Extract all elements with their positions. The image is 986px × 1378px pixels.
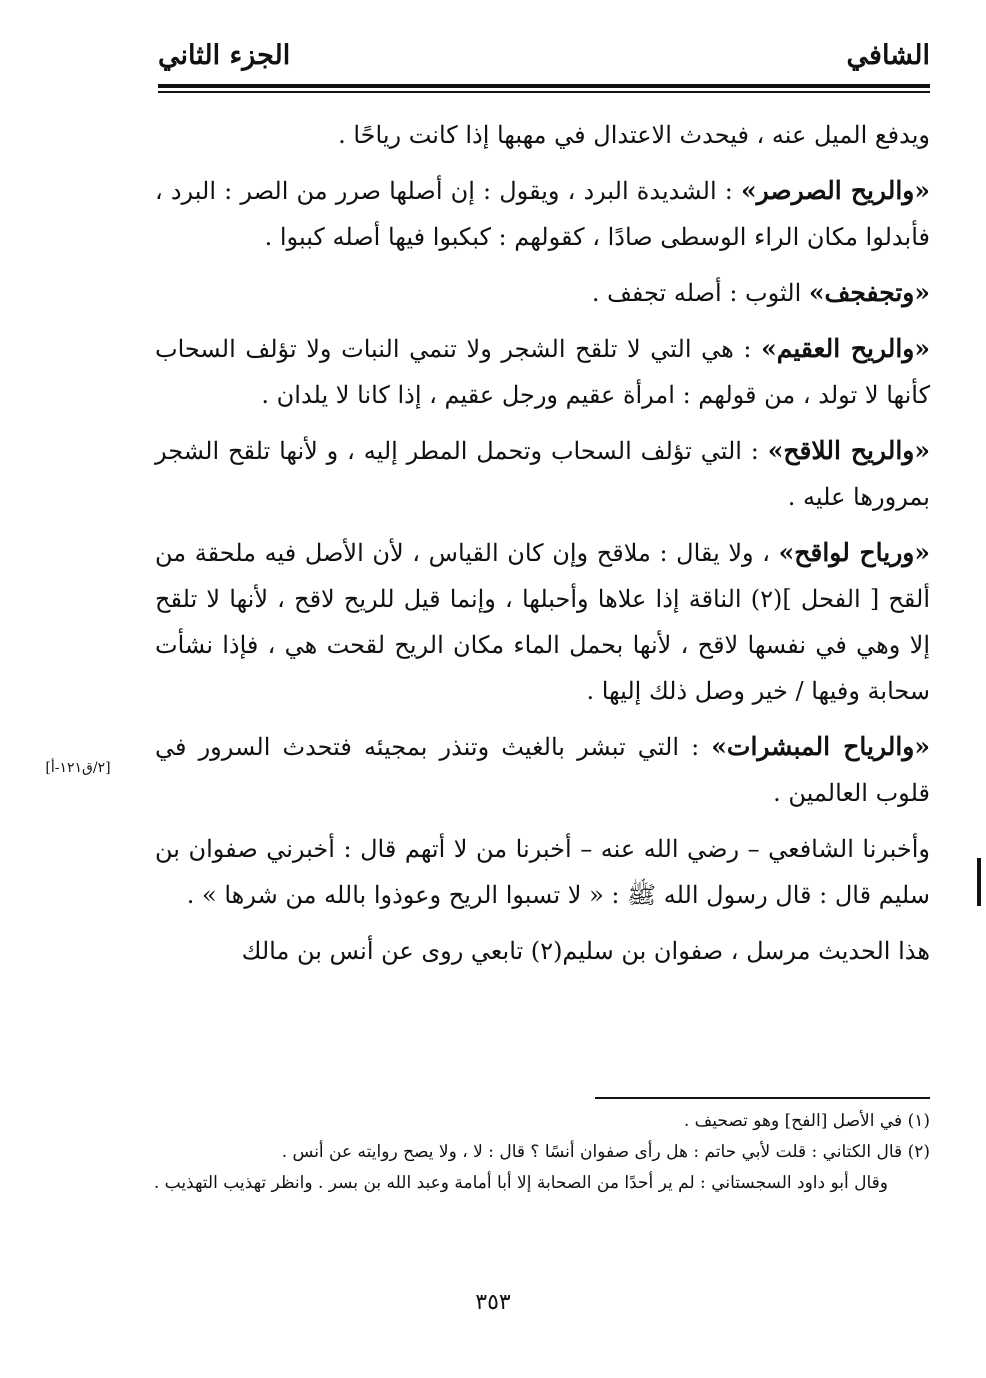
paragraph-term: «ورياح لواقح» — [778, 538, 930, 567]
paragraph — [155, 530, 930, 714]
paragraph-term: «والريح اللاقح» — [767, 436, 930, 465]
footnote-1: (١) في الأصل [الفح] وهو تصحيف . — [683, 1111, 930, 1131]
paragraph-text: ويدفع الميل عنه ، فيحدث الاعتدال في مهبها إذا كانت رياحًا . — [338, 121, 930, 149]
paragraph — [155, 270, 930, 316]
paragraph-text: : التي تؤلف السحاب وتحمل المطر إليه ، و لأنها تلقح الشجر بمرورها عليه . — [155, 437, 930, 511]
paragraph — [155, 112, 930, 158]
paragraph-term: «والريح الصرصر» — [740, 176, 930, 205]
page-header — [158, 40, 930, 80]
paragraph-text: : هي التي لا تلقح الشجر ولا تنمي النبات ولا تؤلف السحاب كأنها لا تولد ، من قولهم : امرأة عقيم ورجل عقيم ، إذا كانا لا يلدان . — [155, 335, 930, 409]
footnote-rule — [595, 1097, 930, 1099]
paragraph-text: هذا الحديث مرسل ، صفوان بن سليم(٢) تابعي روى عن أنس بن مالك — [241, 937, 930, 965]
footnote-2: (٢) قال الكتاني : قلت لأبي حاتم : هل رأى صفوان أنسًا ؟ قال : لا ، ولا يصح روايته عن أنس . — [281, 1142, 930, 1162]
paragraph-term: «والرياح المبشرات» — [711, 732, 931, 761]
paragraph-text: : الشديدة البرد ، ويقول : إن أصلها صرر من الصر : البرد ، فأبدلوا مكان الراء الوسطى صادًا ، كقولهم : كبكبوا فيها أصله كببوا . — [155, 177, 930, 251]
paragraph-text: : التي تبشر بالغيث وتنذر بمجيئه فتحدث السرور في قلوب العالمين . — [155, 733, 930, 807]
footnotes — [150, 1106, 930, 1199]
book-title: الشافي — [846, 40, 930, 71]
footnote-2-continuation: وقال أبو داود السجستاني : لم ير أحدًا من الصحابة إلا أبا أمامة وعبد الله بن بسر . وانظر تهذيب التهذيب . — [153, 1173, 888, 1193]
paragraph-text: الثوب : أصله تجفف . — [591, 279, 809, 307]
page-number: ٣٥٣ — [475, 1290, 511, 1315]
paragraph-text: وأخبرنا الشافعي – رضي الله عنه – أخبرنا من لا أتهم قال : أخبرني صفوان بن سليم قال : قال رسول الله ﷺ : « لا تسبوا الريح وعوذوا بالله من شرها » . — [155, 835, 930, 909]
paragraph — [155, 428, 930, 520]
paragraph — [155, 168, 930, 260]
main-text — [155, 112, 930, 984]
paragraph-term: «والريح العقيم» — [761, 334, 931, 363]
paragraph — [155, 326, 930, 418]
volume-title: الجزء الثاني — [158, 40, 291, 71]
paragraph-text: ، ولا يقال : ملاقح وإن كان القياس ، لأن الأصل فيه ملحقة من ألقح [ الفحل ](٢) الناقة إذا علاها وأحبلها ، وإنما قيل للريح لاقح ، لأنها لا تلقح إلا وهي في نفسها لاقح ، لأنها بحمل الماء مكان الريح لقحت هي ، فإذا نشأت سحابة وفيها / خير وصل ذلك إليها . — [155, 539, 930, 705]
margin-bar — [977, 858, 981, 906]
header-rule-thick — [158, 84, 930, 88]
paragraph — [155, 928, 930, 974]
paragraph — [155, 826, 930, 918]
manuscript-folio-note: [٢/ق١٢١-أ] — [45, 760, 111, 776]
paragraph — [155, 724, 930, 816]
paragraph-term: «وتجفجف» — [808, 278, 930, 307]
header-rule-thin — [158, 91, 930, 93]
